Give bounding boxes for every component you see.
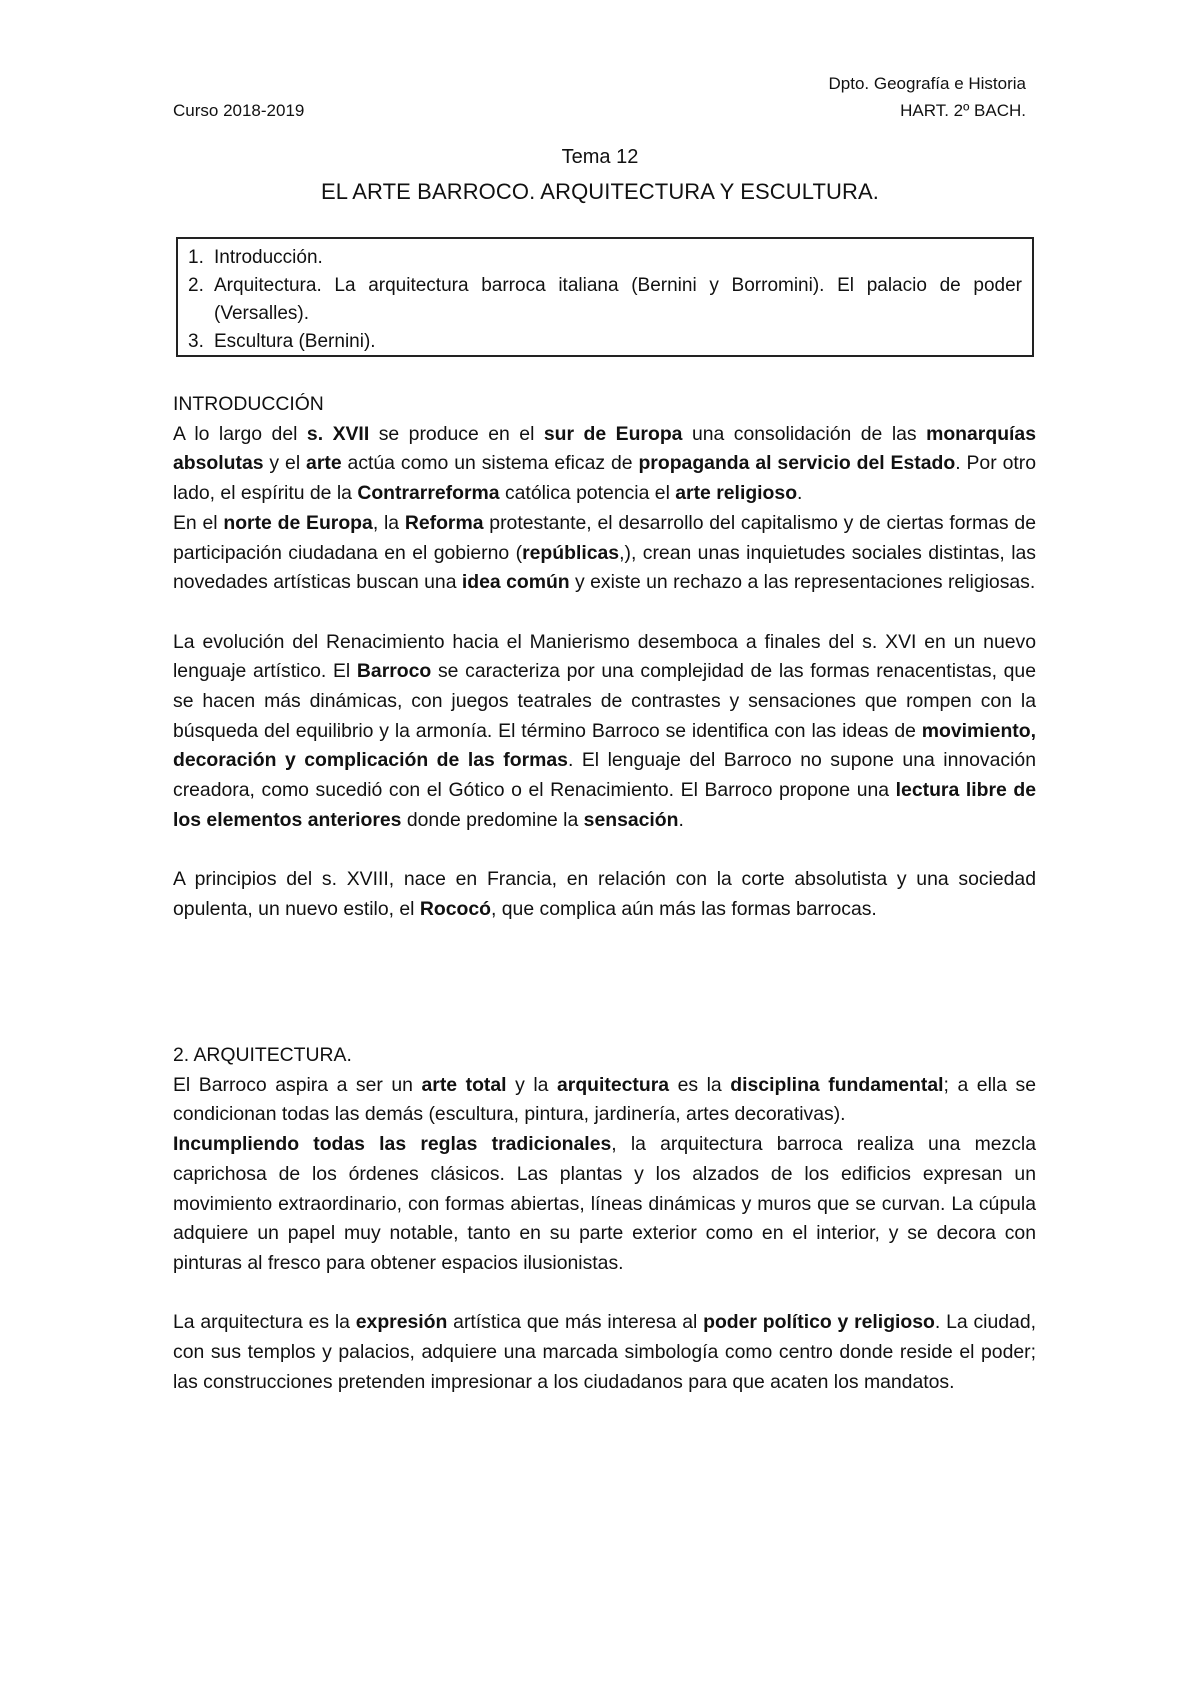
text-run: y existe un rechazo a las representaciones religiosas.: [569, 571, 1036, 594]
bold-text-run: sur de Europa: [543, 422, 683, 445]
toc-item-text: Introducción.: [214, 247, 323, 268]
bold-text-run: poder político y religioso: [703, 1311, 935, 1334]
bold-text-run: disciplina fundamental: [730, 1073, 944, 1096]
intro-paragraph-2: [173, 509, 1036, 598]
text-run: A lo largo del: [173, 422, 307, 445]
toc-item: [188, 328, 1022, 356]
bold-text-run: Contrarreforma: [357, 482, 500, 505]
subject-label: HART. 2º BACH.: [900, 101, 1026, 120]
text-run: .: [678, 808, 684, 831]
text-run: ; a ella se condicionan todas las demás (escultura, pintura, jardinería, artes decorativas).: [173, 1073, 1036, 1126]
bold-text-run: arte religioso: [675, 482, 798, 505]
introduction-section: [173, 390, 1036, 925]
architecture-section: [173, 1041, 1036, 1397]
text-run: una consolidación de las: [682, 422, 927, 445]
intro-paragraph-3: [173, 628, 1036, 836]
text-run: La evolución del Renacimiento hacia el Manierismo desemboca a finales del s. XVI en un nuevo lenguaje artístico. El: [173, 630, 1036, 683]
text-run: .: [797, 482, 803, 505]
text-run: A principios del s. XVIII, nace en Francia, en relación con la corte absolutista y una sociedad opulenta, un nuevo estilo, el: [173, 868, 1036, 920]
table-of-contents: [176, 237, 1034, 357]
text-run: y el: [263, 452, 307, 475]
text-run: , que complica aún más las formas barrocas.: [490, 897, 877, 920]
text-run: artística que más interesa al: [447, 1311, 704, 1334]
architecture-paragraph-1: [173, 1071, 1036, 1130]
bold-text-run: s. XVII: [306, 422, 370, 445]
text-run: . La ciudad, con sus templos y palacios, adquiere una marcada simbología como centro donde reside el poder; las construcciones pretenden impresionar a los ciudadanos para que acaten los mandatos.: [173, 1311, 1036, 1393]
text-run: se caracteriza por una complejidad de las formas renacentistas, que se hacen más dinámicas, con juegos teatrales de contrastes y sensaciones que rompen con la búsqueda del equilibrio y la armonía. El término Barroco se identifica con las ideas de: [173, 660, 1036, 742]
text-run: ,), crean unas inquietudes sociales distintas, las novedades artísticas buscan una: [173, 541, 1036, 594]
architecture-paragraph-2: [173, 1130, 1036, 1279]
text-run: donde predomine la: [401, 808, 584, 831]
text-run: La arquitectura es la: [173, 1311, 356, 1334]
text-run: protestante, el desarrollo del capitalismo y de ciertas formas de participación ciudadana en el gobierno (: [173, 511, 1036, 564]
bold-text-run: lectura libre de los elementos anteriores: [173, 779, 1036, 831]
toc-item: [188, 244, 1022, 272]
text-run: se produce en el: [369, 422, 544, 445]
bold-text-run: arquitectura: [556, 1073, 670, 1096]
text-run: actúa como un sistema eficaz de: [341, 452, 639, 475]
architecture-heading: 2. ARQUITECTURA.: [173, 1044, 352, 1066]
intro-heading: INTRODUCCIÓN: [173, 393, 324, 415]
bold-text-run: arte total: [421, 1073, 507, 1096]
bold-text-run: movimiento, decoración y complicación de las formas: [173, 719, 1036, 772]
intro-paragraph-1: [173, 420, 1036, 509]
text-run: católica potencia el: [499, 482, 676, 505]
toc-item-number: 2.: [188, 275, 204, 296]
text-run: es la: [669, 1073, 731, 1096]
toc-item-text: Arquitectura. La arquitectura barroca italiana (Bernini y Borromini). El palacio de poder (Versalles).: [214, 275, 1022, 324]
text-run: . El lenguaje del Barroco no supone una innovación creadora, como sucedió con el Gótico o el Renacimiento. El Barroco propone una: [173, 749, 1036, 802]
bold-text-run: Incumpliendo todas las reglas tradicionales: [173, 1133, 612, 1156]
text-run: y la: [506, 1073, 557, 1096]
department-label: Dpto. Geografía e Historia: [828, 74, 1026, 93]
bold-text-run: monarquías absolutas: [173, 422, 1036, 475]
text-run: En el: [173, 511, 224, 534]
text-run: . Por otro lado, el espíritu de la: [173, 452, 1036, 505]
bold-text-run: idea común: [461, 571, 570, 594]
bold-text-run: repúblicas: [522, 541, 620, 564]
text-run: , la: [372, 511, 405, 534]
text-run: El Barroco aspira a ser un: [173, 1073, 422, 1096]
bold-text-run: Barroco: [356, 660, 432, 683]
bold-text-run: expresión: [355, 1311, 448, 1334]
bold-text-run: propaganda al servicio del Estado: [638, 452, 956, 475]
architecture-paragraph-3: [173, 1308, 1036, 1397]
bold-text-run: arte: [306, 452, 342, 475]
text-run: , la arquitectura barroca realiza una mezcla caprichosa de los órdenes clásicos. Las plantas y los alzados de los edificios expresan un movimiento extraordinario, con formas abiertas, líneas dinámicas y muros que se curvan. La cúpula adquiere un papel muy notable, tanto en su parte exterior como en el interior, y se decora con pinturas al fresco para obtener espacios ilusionistas.: [173, 1133, 1036, 1274]
bold-text-run: sensación: [583, 808, 679, 831]
toc-item-number: 3.: [188, 331, 204, 352]
toc-item-text: Escultura (Bernini).: [214, 331, 376, 352]
toc-item: [188, 272, 1022, 328]
course-label: Curso 2018-2019: [173, 101, 305, 120]
page-title: EL ARTE BARROCO. ARQUITECTURA Y ESCULTURA.: [320, 179, 879, 204]
bold-text-run: Rococó: [419, 897, 491, 920]
intro-paragraph-4: [173, 865, 1036, 924]
toc-item-number: 1.: [188, 247, 204, 268]
bold-text-run: norte de Europa: [223, 511, 373, 534]
bold-text-run: Reforma: [404, 511, 484, 534]
topic-label: Tema 12: [561, 146, 639, 168]
